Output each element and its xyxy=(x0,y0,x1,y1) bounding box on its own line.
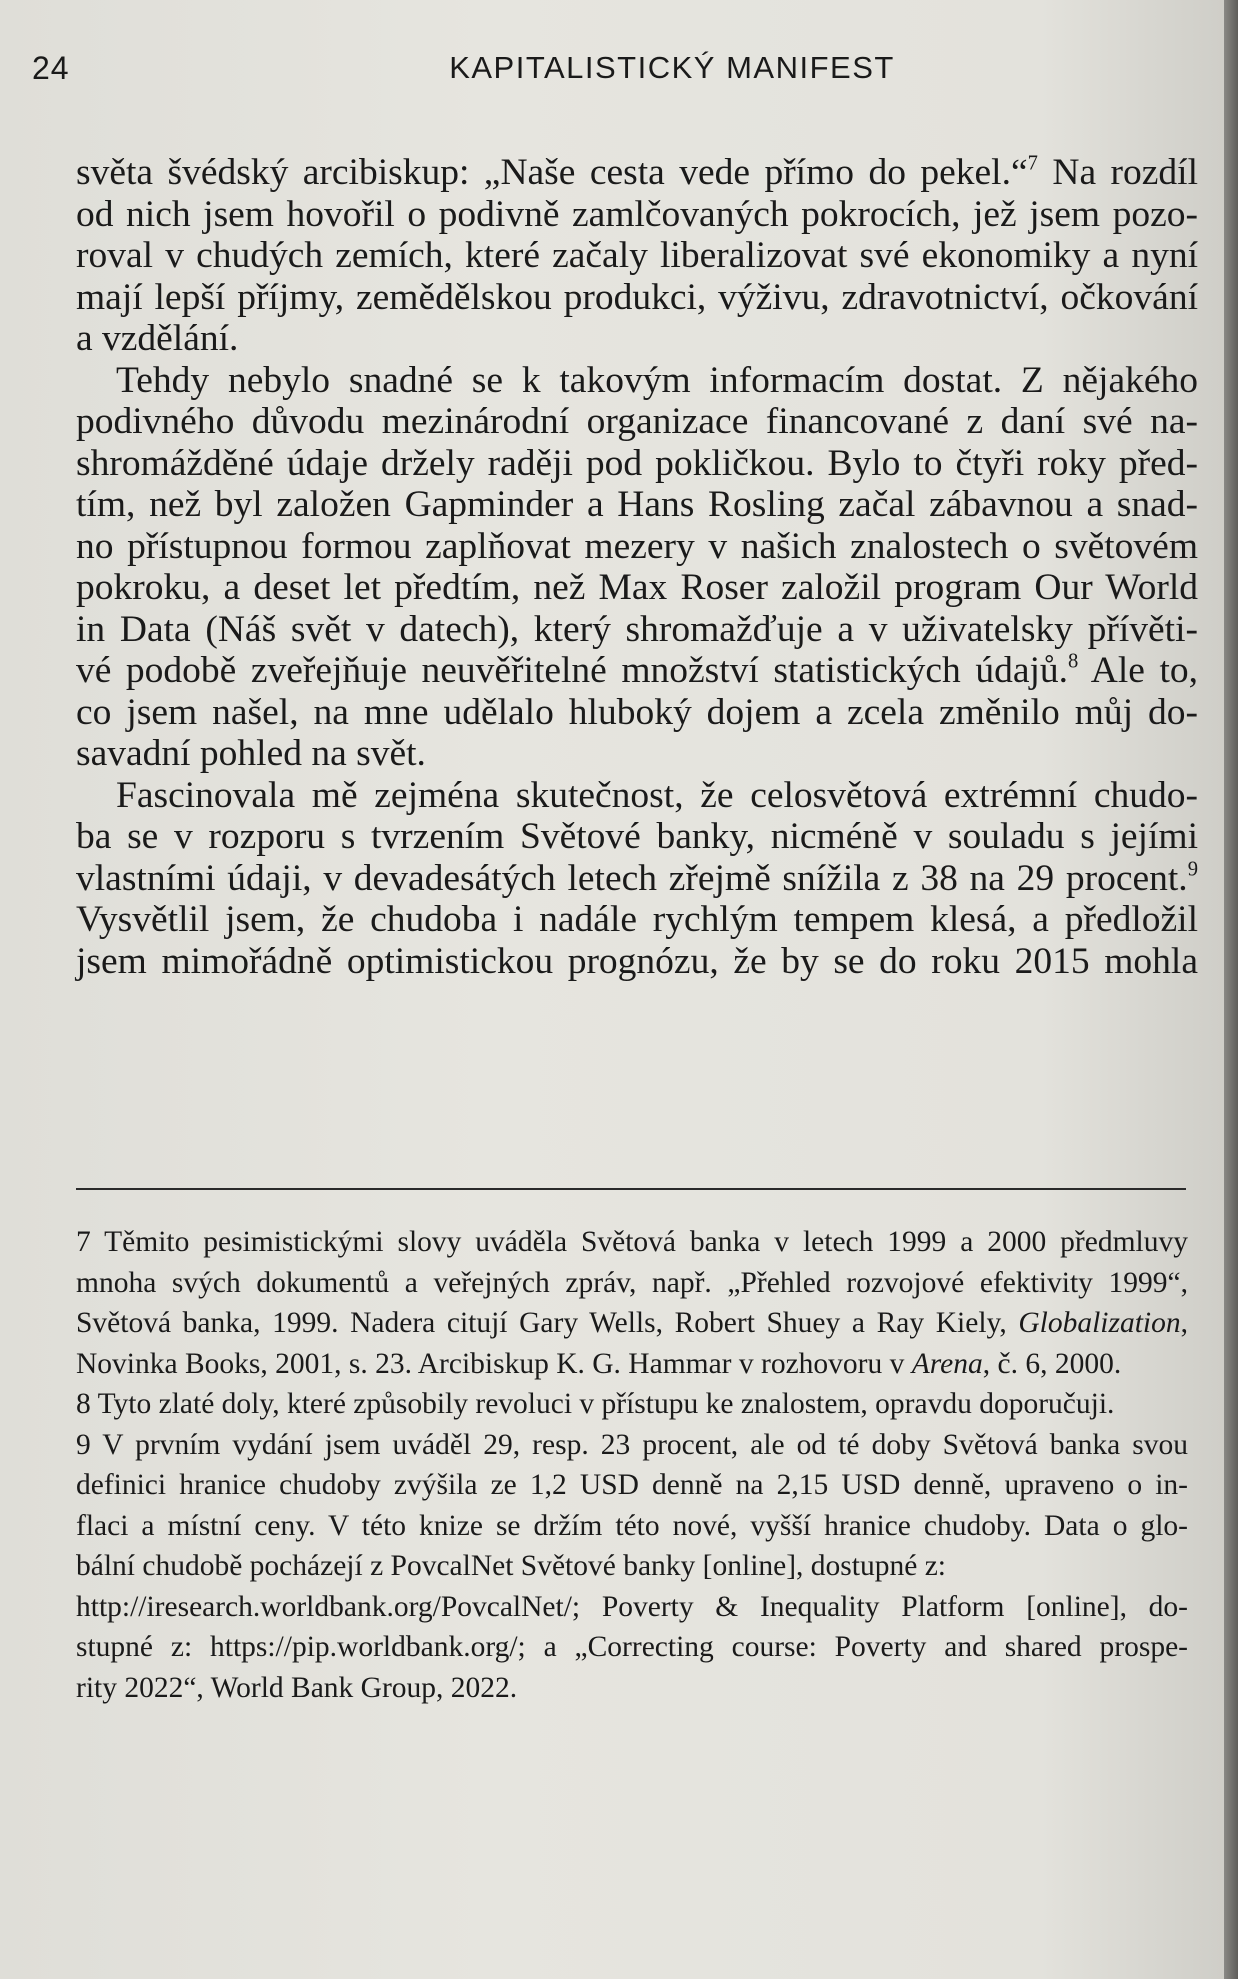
italic-title: Globalization xyxy=(1018,1307,1181,1339)
page-header xyxy=(32,50,1192,90)
footnote-9-line: 9 V prvním vydání jsem uváděl 29, resp. 23 procent, ale od té doby Světová banka svou xyxy=(76,1428,1188,1461)
footnote-9-line: http://iresearch.worldbank.org/PovcalNet/; Poverty & Inequality Platform [online], do- xyxy=(76,1590,1188,1623)
text-line: mají lepší příjmy, zemědělskou produkci, výživu, zdravotnictví, očkování xyxy=(76,276,1198,318)
footnote-7-line: 7 Těmito pesimistickými slovy uváděla Světová banka v letech 1999 a 2000 předmluvy xyxy=(76,1226,1188,1258)
footnote-9-line: rity 2022“, World Bank Group, 2022. xyxy=(76,1671,518,1704)
text-line xyxy=(76,858,1198,900)
footnotes xyxy=(76,1222,1188,1708)
text-line: jsem mimořádně optimistickou prognózu, že by se do roku 2015 mohla xyxy=(76,940,1198,982)
text-line: Fascinovala mě zejména skutečnost, že celosvětová extrémní chudo- xyxy=(116,774,1198,816)
text-line: a vzdělání. xyxy=(76,318,239,359)
footnote-9-line: bální chudobě pocházejí z PovcalNet Světové banky [online], dostupné z: xyxy=(76,1550,946,1582)
footnote-9-line: flaci a místní ceny. V této knize se držím této nové, vyšší hranice chudoby. Data o glo- xyxy=(76,1509,1188,1542)
text-line: ba se v rozporu s tvrzením Světové banky, nicméně v souladu s jejími xyxy=(76,816,1198,857)
text-span: světa švédský arcibiskup: „Naše cesta vede přímo do pekel.“ xyxy=(76,152,1028,193)
text-line: Vysvětlil jsem, že chudoba i nadále rychlým tempem klesá, a předložil xyxy=(76,899,1198,940)
text-line: Tehdy nebylo snadné se k takovým informacím dostat. Z nějakého xyxy=(116,359,1198,401)
text-line: savadní pohled na svět. xyxy=(76,733,426,774)
text-span: Novinka Books, 2001, s. 23. Arcibiskup K. G. Hammar v rozhovoru v xyxy=(76,1347,912,1380)
page-edge-shadow xyxy=(1224,0,1238,1979)
text-line: tím, než byl založen Gapminder a Hans Rosling začal zábavnou a snad- xyxy=(76,484,1198,525)
footnote-ref-8: 8 xyxy=(1068,650,1079,673)
footnote-divider xyxy=(76,1188,1186,1190)
footnote-9-line: stupné z: https://pip.worldbank.org/; a „Correcting course: Poverty and shared prospe- xyxy=(76,1631,1188,1663)
text-line xyxy=(76,152,1198,194)
text-line: od nich jsem hovořil o podivně zamlčovaných pokrocích, jež jsem pozo- xyxy=(76,193,1198,235)
footnote-7-line xyxy=(76,1344,1188,1385)
text-span: Na rozdíl xyxy=(1037,152,1198,193)
text-line: co jsem našel, na mne udělalo hluboký dojem a zcela změnilo můj do- xyxy=(76,691,1198,733)
footnote-ref-9: 9 xyxy=(1187,858,1198,881)
page-number: 24 xyxy=(32,50,70,86)
footnote-9-line: definici hranice chudoby zvýšila ze 1,2 USD denně na 2,15 USD denně, upraveno o in- xyxy=(76,1469,1188,1501)
italic-title: Arena xyxy=(911,1347,983,1380)
text-line: roval v chudých zemích, které začaly liberalizovat své ekonomiky a nyní xyxy=(76,235,1198,276)
text-span: , č. 6, 2000. xyxy=(982,1347,1122,1380)
running-title: KAPITALISTICKÝ MANIFEST xyxy=(449,50,895,85)
text-line: no přístupnou formou zaplňovat mezery v našich znalostech o světovém xyxy=(76,525,1198,567)
footnote-7-line xyxy=(76,1303,1188,1344)
text-span: , xyxy=(1180,1307,1188,1339)
text-span: vé podobě zveřejňuje neuvěřitelné množství statistických údajů. xyxy=(76,650,1069,691)
text-line: pokroku, a deset let předtím, než Max Roser založil program Our World xyxy=(76,567,1198,608)
body-text xyxy=(76,152,1198,982)
text-span: Ale to, xyxy=(1078,650,1198,691)
text-line: shromážděné údaje držely raději pod pokličkou. Bylo to čtyři roky před- xyxy=(76,442,1198,484)
footnote-7-line: mnoha svých dokumentů a veřejných zpráv, např. „Přehled rozvojové efektivity 1999“, xyxy=(76,1266,1188,1299)
footnote-ref-7: 7 xyxy=(1027,152,1038,175)
text-span: Světová banka, 1999. Nadera citují Gary Wells, Robert Shuey a Ray Kiely, xyxy=(76,1307,1019,1339)
text-line xyxy=(76,650,1198,692)
text-line: in Data (Náš svět v datech), který shromažďuje a v uživatelsky přívěti- xyxy=(76,608,1198,650)
text-line: podivného důvodu mezinárodní organizace financované z daní své na- xyxy=(76,401,1198,442)
text-span: vlastními údaji, v devadesátých letech zřejmě snížila z 38 na 29 procent. xyxy=(76,857,1188,899)
footnote-8-line: 8 Tyto zlaté doly, které způsobily revoluci v přístupu ke znalostem, opravdu doporučuji. xyxy=(76,1388,1115,1420)
